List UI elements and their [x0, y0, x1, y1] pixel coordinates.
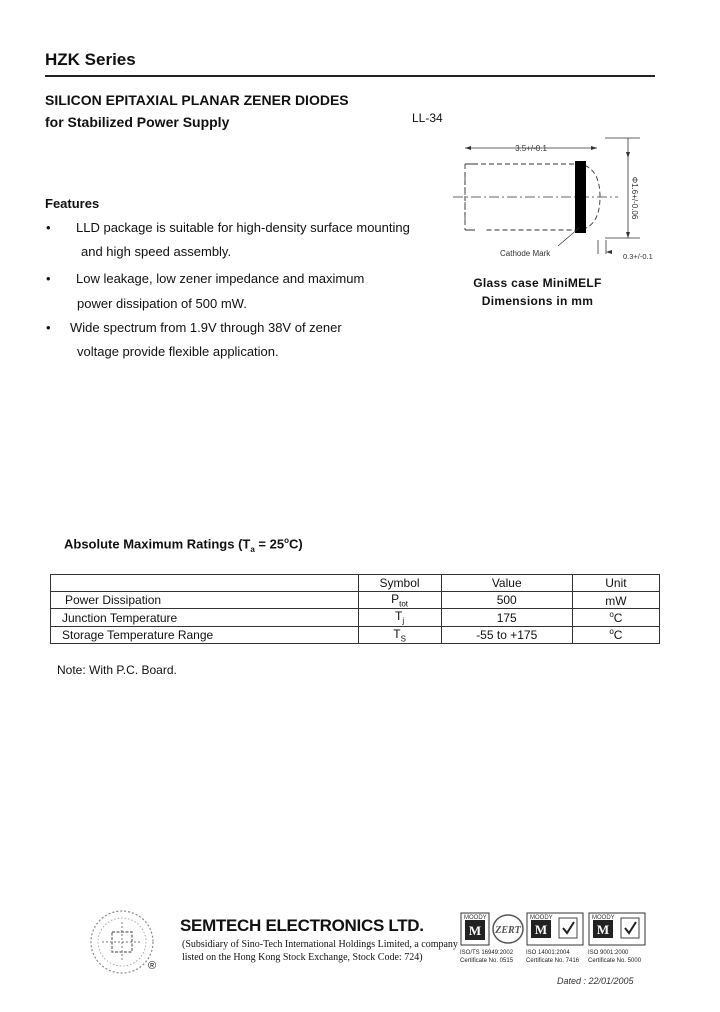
feature-1-line-1: LLD package is suitable for high-density surface mounting	[76, 220, 410, 235]
table-header-row	[51, 575, 660, 592]
company-name: SEMTECH ELECTRONICS LTD.	[180, 916, 424, 935]
symbol-cell: $T_S$	[358, 626, 441, 643]
svg-text:MOODY: MOODY	[464, 915, 487, 921]
unit-cell: mW	[572, 592, 659, 609]
svg-text:M: M	[468, 923, 482, 938]
feature-3-line-1: Wide spectrum from 1.9V through 38V of zener	[70, 320, 342, 335]
package-label: LL-34	[412, 111, 443, 125]
param-cell: Storage Temperature Range	[51, 626, 359, 643]
feature-2-line-1: Low leakage, low zener impedance and maximum	[76, 271, 365, 286]
bullet-icon: •	[46, 220, 51, 235]
value-cell: 500	[441, 592, 572, 609]
diameter-dimension-text: Φ1.6+/-0.06	[630, 176, 639, 220]
ratings-table	[50, 574, 660, 644]
column-header-symbol: Symbol	[358, 575, 441, 592]
dated-text: Dated : 22/01/2005	[557, 976, 634, 986]
table-row	[51, 626, 660, 643]
subsidiary-line-1: (Subsidiary of Sino-Tech International Holdings Limited, a company	[182, 939, 458, 950]
ratings-heading: Absolute Maximum Ratings $(T_a = 25^oC)$	[64, 536, 303, 554]
symbol-cell: $T_j$	[358, 609, 441, 626]
subsidiary-line-2: listed on the Hong Kong Stock Exchange, Stock Code: 724)	[182, 952, 423, 963]
registered-mark: ®	[148, 960, 157, 972]
cathode-band	[575, 161, 586, 233]
value-cell: -55 to +175	[441, 626, 572, 643]
length-dimension-text: 3.5+/-0.1	[515, 144, 547, 153]
cert-badge-1: M ZERT MOODY ISO/TS 16949:2002 Certificate No. 0515	[460, 912, 526, 970]
bullet-icon: •	[46, 320, 51, 335]
cap-dimension-text: 0.3+/-0.1	[623, 252, 653, 261]
series-title: HZK Series	[45, 50, 136, 69]
column-header-value: Value	[441, 575, 572, 592]
cathode-mark-label: Cathode Mark	[500, 249, 551, 258]
header-rule	[45, 75, 655, 77]
svg-text:M: M	[596, 922, 610, 937]
svg-text:ZERT: ZERT	[495, 925, 521, 936]
table-row	[51, 592, 660, 609]
column-header-parameter	[51, 575, 359, 592]
bullet-icon: •	[46, 271, 51, 286]
case-caption-line-2: Dimensions in mm	[481, 294, 594, 308]
subtitle-line-2: for Stabilized Power Supply	[45, 114, 230, 130]
svg-text:M: M	[534, 922, 548, 937]
svg-text:MOODY: MOODY	[530, 915, 553, 921]
length-arrow-left	[465, 146, 471, 150]
param-cell: Power Dissipation	[51, 592, 359, 609]
feature-3-line-2: voltage provide flexible application.	[77, 344, 279, 359]
param-cell: Junction Temperature	[51, 609, 359, 626]
feature-2-line-2: power dissipation of 500 mW.	[77, 296, 247, 311]
feature-1-line-2: and high speed assembly.	[81, 244, 232, 259]
value-cell: 175	[441, 609, 572, 626]
length-arrow-right	[591, 146, 597, 150]
svg-text:MOODY: MOODY	[592, 915, 615, 921]
case-caption-line-1: Glass case MiniMELF	[473, 276, 602, 290]
cert-badge-3: M MOODY ISO 9001:2000 Certificate No. 5000	[588, 912, 648, 970]
package-drawing	[430, 128, 670, 268]
note-text: Note: With P.C. Board.	[57, 663, 177, 677]
cert-badge-2: M MOODY ISO 14001:2004 Certificate No. 7416	[526, 912, 586, 970]
symbol-cell: $P_{tot}$	[358, 592, 441, 609]
column-header-unit: Unit	[572, 575, 659, 592]
unit-cell: $^o$C	[572, 609, 659, 626]
features-heading: Features	[45, 196, 100, 211]
subtitle-line-1: SILICON EPITAXIAL PLANAR ZENER DIODES	[45, 92, 349, 108]
unit-cell: $^o$C	[572, 626, 659, 643]
table-row	[51, 609, 660, 626]
